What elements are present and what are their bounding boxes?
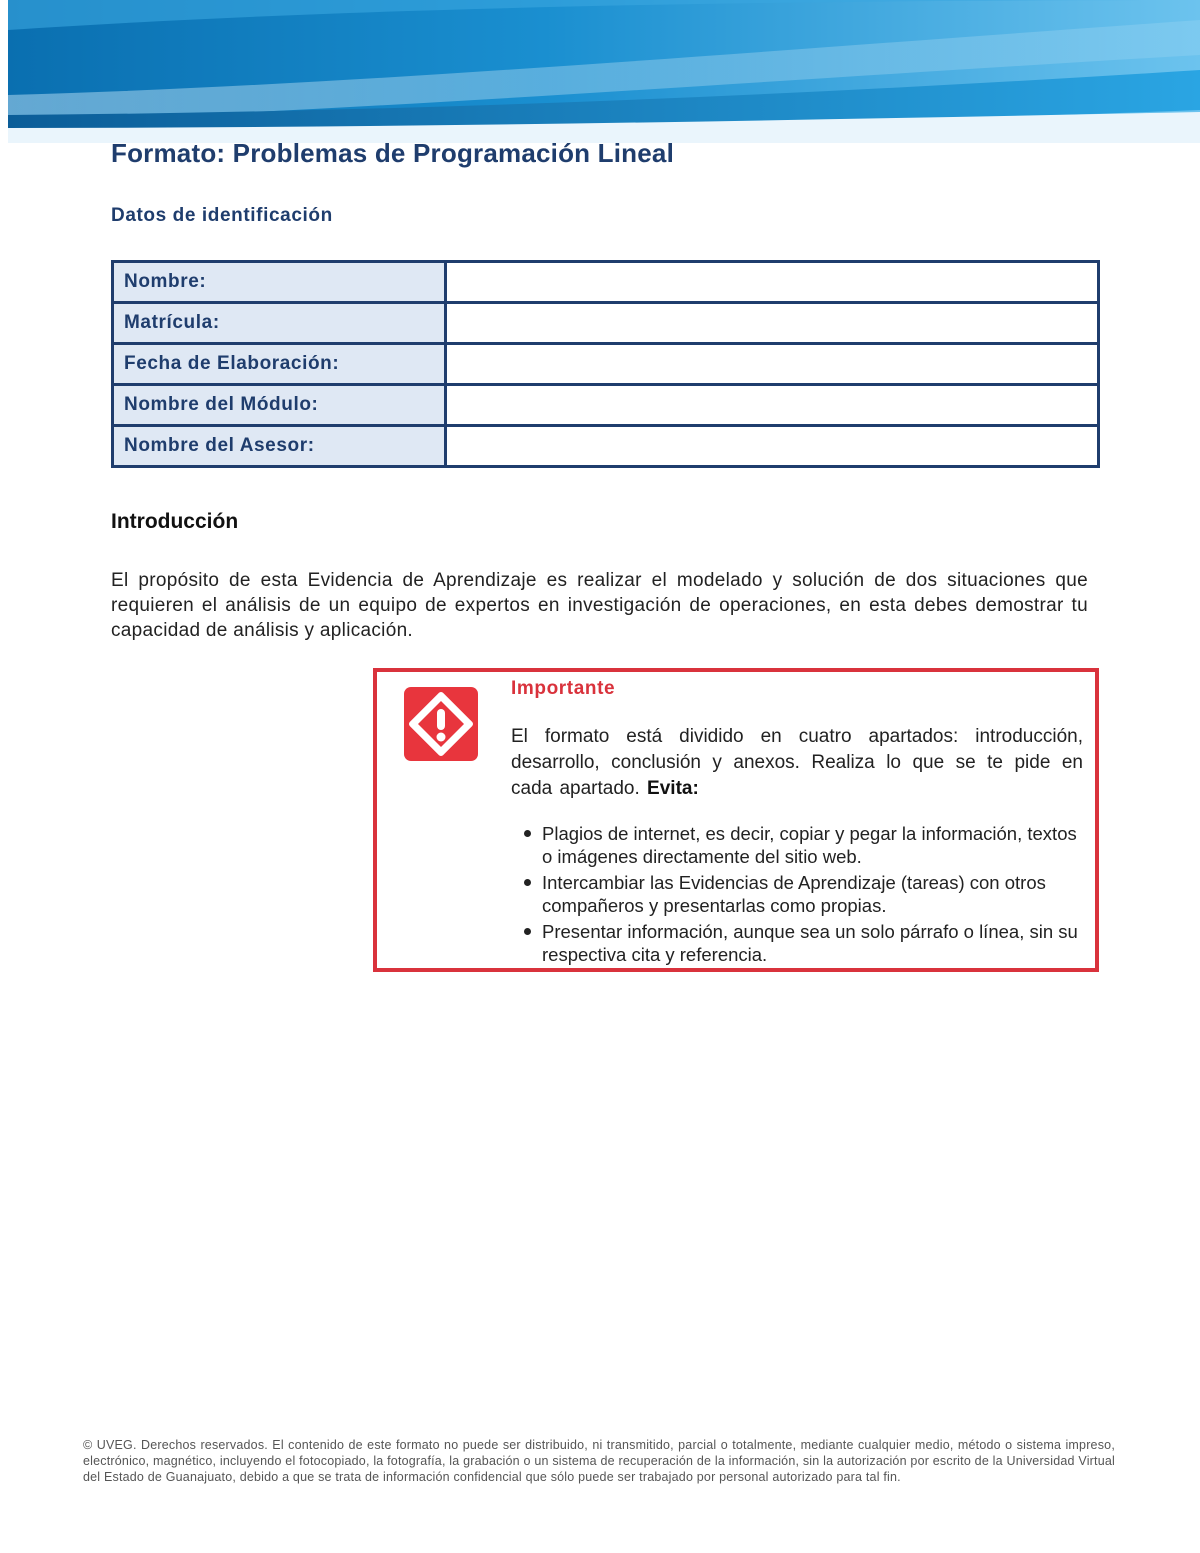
row-value-modulo[interactable] [446, 385, 1099, 426]
table-row [113, 426, 1099, 467]
row-label-nombre: Nombre: [113, 262, 446, 303]
important-title: Importante [511, 678, 616, 699]
row-label-asesor: Nombre del Asesor: [113, 426, 446, 467]
row-label-fecha: Fecha de Elaboración: [113, 344, 446, 385]
avoid-list [511, 822, 1083, 969]
header-banner [8, 0, 1200, 143]
row-label-modulo: Nombre del Módulo: [113, 385, 446, 426]
list-item [511, 822, 1083, 868]
introduction-text: El propósito de esta Evidencia de Aprendizaje es realizar el modelado y solución de dos situaciones que requieren el análisis de un equipo de expertos en investigación de operaciones, en esta debes demostrar tu capacidad de análisis y aplicación. [111, 570, 1088, 641]
table-row [113, 385, 1099, 426]
row-value-matricula[interactable] [446, 303, 1099, 344]
important-notice [373, 668, 1099, 972]
important-body: El formato está dividido en cuatro apartados: introducción, desarrollo, conclusión y anexos. Realiza lo que se te pide en cada apartado. [511, 726, 1083, 799]
list-item [511, 871, 1083, 917]
important-text [511, 724, 1083, 802]
bullet-icon [524, 879, 531, 886]
table-row [113, 344, 1099, 385]
row-value-asesor[interactable] [446, 426, 1099, 467]
bullet-icon [524, 928, 531, 935]
list-item-text: Intercambiar las Evidencias de Aprendizaje (tareas) con otros compañeros y presentarlas como propias. [542, 872, 1046, 916]
row-value-nombre[interactable] [446, 262, 1099, 303]
list-item-text: Presentar información, aunque sea un solo párrafo o línea, sin su respectiva cita y referencia. [542, 921, 1078, 965]
introduction-heading: Introducción [111, 510, 239, 533]
row-value-fecha[interactable] [446, 344, 1099, 385]
list-item-text: Plagios de internet, es decir, copiar y pegar la información, textos o imágenes directamente del sitio web. [542, 823, 1077, 867]
page-title: Formato: Problemas de Programación Lineal [111, 138, 674, 168]
bullet-icon [524, 830, 531, 837]
important-emphasis: Evita: [647, 778, 699, 799]
row-label-matricula: Matrícula: [113, 303, 446, 344]
copyright-footer: © UVEG. Derechos reservados. El contenido de este formato no puede ser distribuido, ni transmitido, parcial o totalmente, mediante cualquier medio, método o sistema impreso, electrónico, magnético, incluyendo el fotocopiado, la fotografía, la grabación o un sistema de recuperación de la información, sin la autorización por escrito de la Universidad Virtual del Estado de Guanajuato, debido a que se trata de información confidencial que sólo puede ser trabajado por personal autorizado para tal fin. [83, 1438, 1115, 1484]
list-item [511, 920, 1083, 966]
table-row [113, 262, 1099, 303]
section-subtitle: Datos de identificación [111, 205, 333, 226]
warning-icon [404, 687, 478, 761]
identification-table [111, 260, 1100, 468]
table-row [113, 303, 1099, 344]
